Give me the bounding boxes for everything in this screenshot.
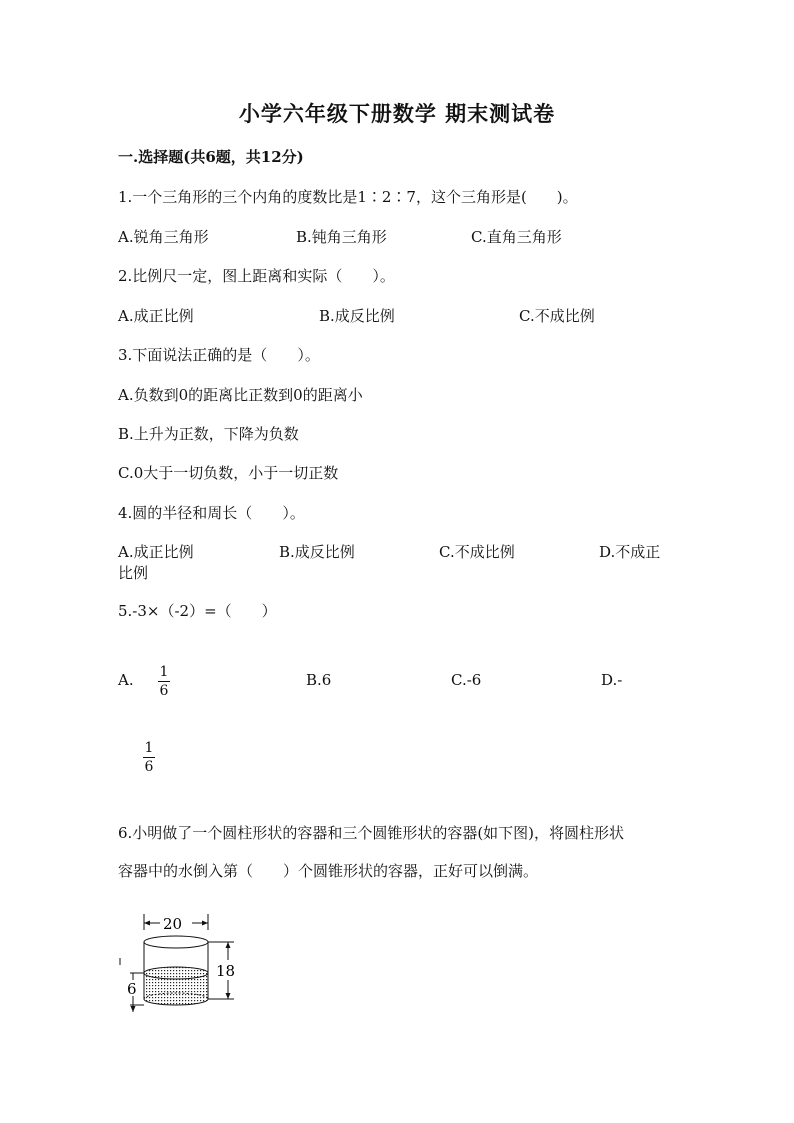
q5-option-c[interactable]: C.-6 [451, 671, 482, 689]
cylinder-figure [116, 910, 246, 1015]
q4-option-c[interactable]: C.不成比例 [439, 543, 515, 561]
q5-option-a-fraction [158, 664, 170, 699]
arrow-left [144, 921, 150, 926]
arrow-down [226, 993, 231, 999]
q2-option-c[interactable]: C.不成比例 [519, 307, 595, 325]
fraction-numerator: 1 [159, 664, 169, 680]
section-heading: 一.选择题(共6题，共12分) [118, 148, 304, 166]
diameter-label: 20 [163, 915, 183, 933]
question-2: 2.比例尺一定，图上距离和实际（ ）。 [118, 267, 395, 285]
q4-option-d[interactable]: D.不成正 [599, 543, 661, 561]
q5-option-b[interactable]: B.6 [306, 671, 332, 689]
q2-option-b[interactable]: B.成反比例 [319, 307, 395, 325]
page-title: 小学六年级下册数学 期末测试卷 [238, 101, 556, 126]
fraction-bar [158, 681, 170, 682]
q1-option-c[interactable]: C.直角三角形 [471, 228, 562, 246]
q3-option-b[interactable]: B.上升为正数，下降为负数 [118, 425, 299, 443]
fraction-numerator: 1 [144, 740, 154, 756]
question-1: 1.一个三角形的三个内角的度数比是1∶2∶7，这个三角形是( )。 [118, 188, 578, 206]
q4-option-a[interactable]: A.成正比例 [118, 543, 194, 561]
question-6-line-2: 容器中的水倒入第（ ）个圆锥形状的容器，正好可以倒满。 [118, 862, 539, 880]
question-5: 5.-3×（-2）=（ ） [118, 602, 277, 620]
q5-option-a[interactable]: A. [118, 671, 134, 689]
arrow-water-down [131, 1006, 136, 1012]
arrow-right [202, 921, 208, 926]
water-label: 6 [127, 980, 137, 998]
q4-option-b[interactable]: B.成反比例 [279, 543, 355, 561]
height-label: 18 [216, 962, 236, 980]
q2-option-a[interactable]: A.成正比例 [118, 307, 194, 325]
cylinder-top [144, 936, 208, 948]
arrow-up [226, 942, 231, 948]
question-6-line-1: 6.小明做了一个圆柱形状的容器和三个圆锥形状的容器(如下图)，将圆柱形状 [118, 824, 625, 842]
question-4: 4.圆的半径和周长（ ）。 [118, 504, 305, 522]
q3-option-c[interactable]: C.0大于一切负数，小于一切正数 [118, 464, 339, 482]
q4-option-d-continued: 比例 [118, 564, 149, 582]
q5-option-d-fraction [143, 740, 155, 775]
q1-option-b[interactable]: B.钝角三角形 [296, 228, 387, 246]
fraction-denominator: 6 [144, 759, 154, 775]
q3-option-a[interactable]: A.负数到0的距离比正数到0的距离小 [118, 386, 363, 404]
fraction-denominator: 6 [159, 683, 169, 699]
q1-option-a[interactable]: A.锐角三角形 [118, 228, 209, 246]
water-surface [144, 967, 208, 979]
q5-option-d[interactable]: D.- [601, 671, 623, 689]
fraction-bar [143, 757, 155, 758]
question-3: 3.下面说法正确的是（ ）。 [118, 346, 320, 364]
